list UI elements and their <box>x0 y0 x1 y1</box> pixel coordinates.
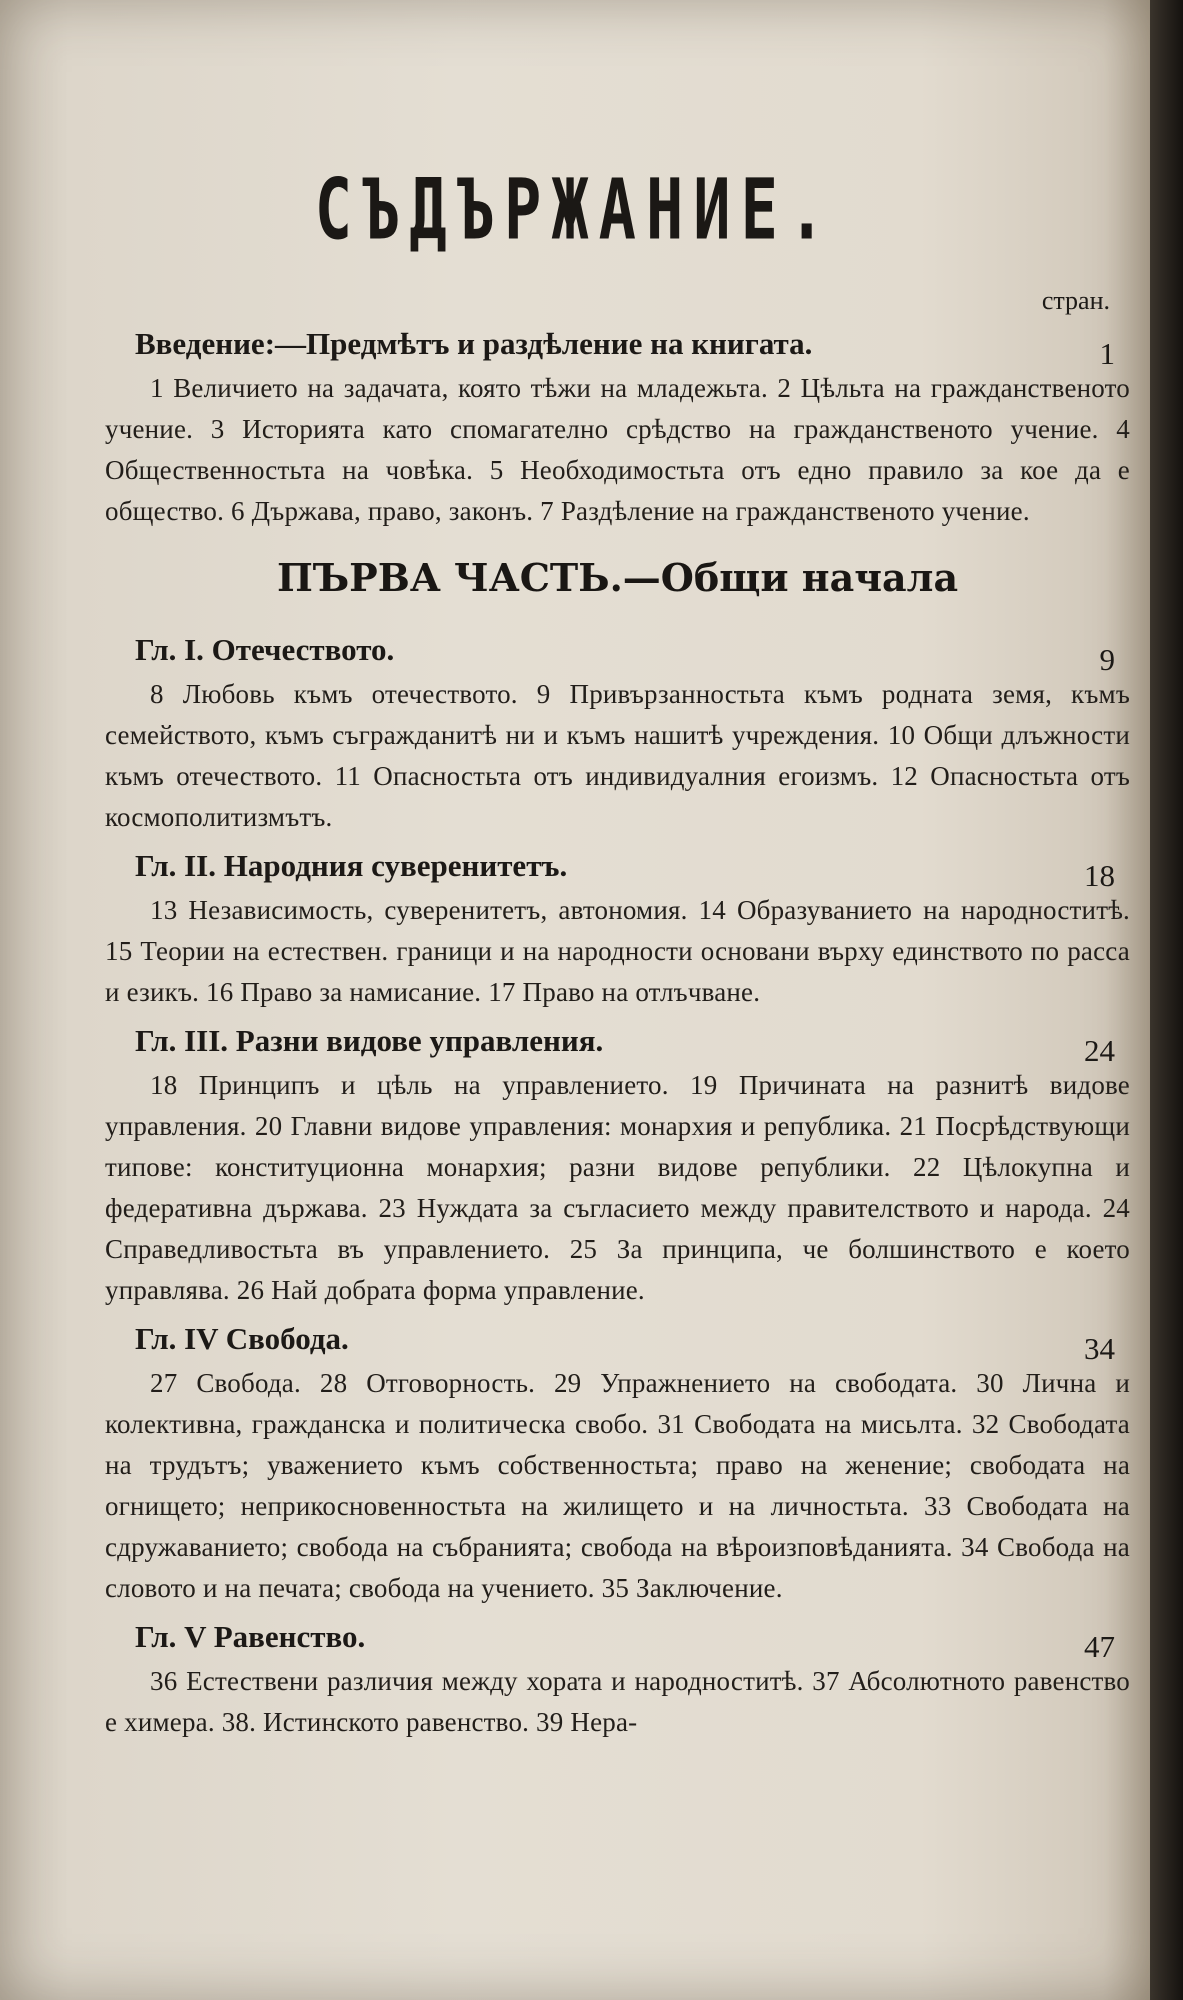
toc-entry-chapter-5 <box>105 1619 1130 1664</box>
toc-entry-chapter-2 <box>105 848 1130 893</box>
toc-entry-chapter-4 <box>105 1321 1130 1366</box>
page-title: СЪДЪРЖАНИЕ. <box>314 160 836 259</box>
book-spine-edge <box>1150 0 1183 2000</box>
toc-heading: Гл. III. Разни видове управления. <box>135 1023 604 1058</box>
toc-heading: Гл. I. Отечеството. <box>135 632 395 667</box>
toc-page-number: 34 <box>1084 1331 1115 1366</box>
toc-summary: 36 Естествени различия между хората и народноститѣ. 37 Абсолютното равенство е химера. 38. Истинското равенство. 39 Нера- <box>105 1666 1130 1737</box>
toc-page-number: 9 <box>1099 642 1115 677</box>
toc-entry-chapter-1 <box>105 632 1130 677</box>
toc-page-number: 1 <box>1099 336 1115 371</box>
toc-summary: 8 Любовь къмъ отечеството. 9 Привързанностьта къмъ родната земя, къмъ семейството, къмъ съгражданитѣ ни и къмъ нашитѣ учреждения. 10 Общи длъжности къмъ отечеството. 11 Опасностьта отъ индивидуалния егоизмъ. 12 Опасностьта отъ космополитизмътъ. <box>105 679 1130 832</box>
toc-heading: Гл. II. Народния суверенитетъ. <box>135 848 568 883</box>
toc-heading: Гл. IV Свобода. <box>135 1321 349 1356</box>
toc-heading: Гл. V Равенство. <box>135 1619 366 1654</box>
toc-heading: Введение:—Предмѣтъ и раздѣление на книгата. <box>135 326 813 361</box>
toc-summary: 1 Величието на задачата, която тѣжи на младежьта. 2 Цѣльта на гражданственото учение. 3 Историята като спомагателно срѣдство на гражданственото учение. 4 Общественностьта на човѣка. 5 Необходимостьта отъ едно правило за кое да е общество. 6 Държава, право, законъ. 7 Раздѣление на гражданственото учение. <box>105 373 1130 526</box>
toc-summary: 18 Принципъ и цѣль на управлението. 19 Причината на разнитѣ видове управления. 20 Главни видове управления: монархия и република. 21 Посрѣдствующи типове: конституционна монархия; разни видове републики. 22 Цѣлокупна и федеративна държава. 23 Нуждата за съгласието между правителството и народа. 24 Справедливостьта въ управлението. 25 За принципа, че болшинството е което управлява. 26 Най добрата форма управление. <box>105 1070 1130 1305</box>
table-of-contents <box>105 316 1130 1743</box>
toc-summary: 13 Независимость, суверенитетъ, автономия. 14 Образуванието на народноститѣ. 15 Теории на естествен. граници и на народности основани върху единството по расса и езикъ. 16 Право за намисание. 17 Право на отлъчване. <box>105 895 1130 1007</box>
toc-page-number: 24 <box>1084 1033 1115 1068</box>
part-title: ПЪРВА ЧАСТЬ.—Общи начала <box>276 555 959 600</box>
toc-page-number: 47 <box>1084 1629 1115 1664</box>
toc-summary: 27 Свобода. 28 Отговорность. 29 Упражнението на свободата. 30 Лична и колективна, гражданска и политическа свобо. 31 Свободата на мисьлта. 32 Свободата на трудътъ; уважението къмъ собственностьта; право на женение; свободата на огнището; неприкосновенностьта на жилището и на личностьта. 33 Свободата на сдружаванието; свобода на събранията; свобода на вѣроизповѣданията. 34 Свобода на словото и на печата; свобода на учението. 35 Заключение. <box>105 1368 1130 1603</box>
toc-page-number: 18 <box>1084 858 1115 893</box>
toc-entry-chapter-3 <box>105 1023 1130 1068</box>
page-column-label: стран. <box>1041 286 1110 315</box>
toc-entry-introduction <box>105 326 1130 371</box>
